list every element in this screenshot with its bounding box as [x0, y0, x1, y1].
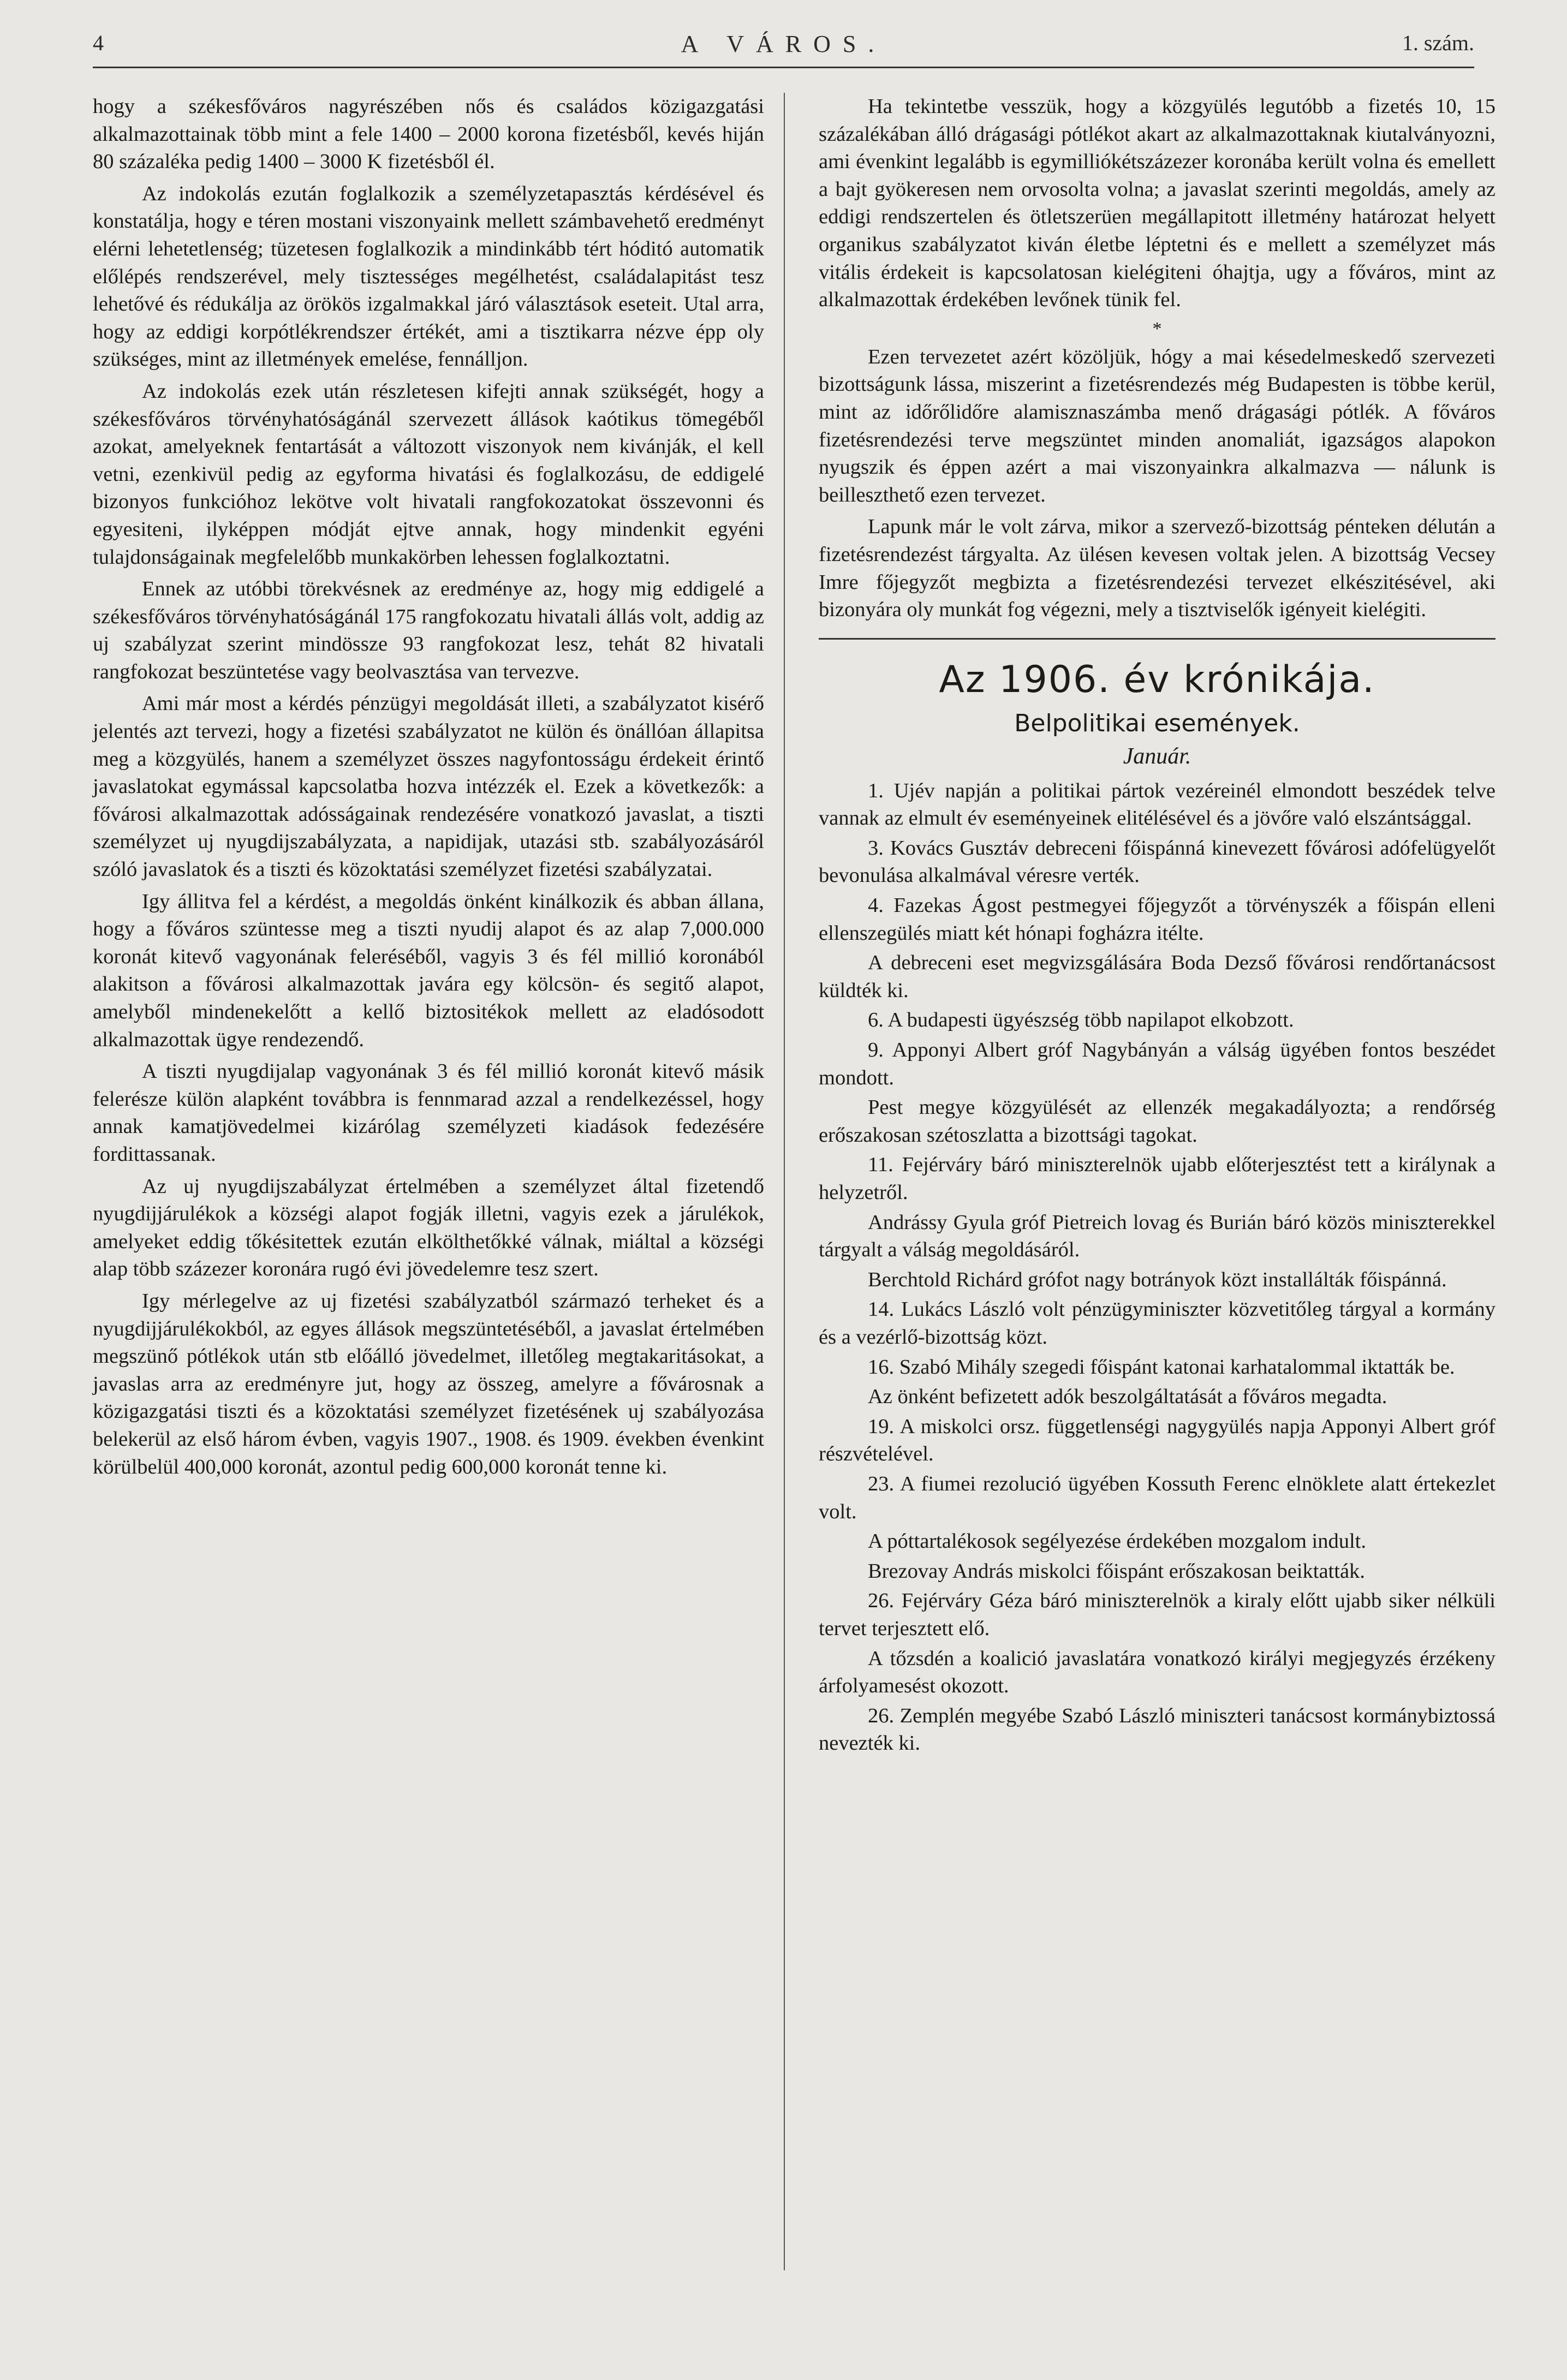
- chronicle-entry: 26. Fejérváry Géza báró miniszterelnök a kiraly előtt ujabb siker nélküli tervet terjesztett elő.: [819, 1589, 1495, 1640]
- chronicle-entry: A debreceni eset megvizsgálására Boda Dezső fővárosi rendőrtanácsost küldték ki.: [819, 951, 1495, 1002]
- article-paragraph: Az indokolás ezek után részletesen kifejti annak szükségét, hogy a székesfőváros törvényhatóságánál szervezett állások kaótikus tömegéből azokat, amelyeknek fentartását a változott viszonyok nem kivánják, el kell vetni, ezenkivül pedig az egyforma hivatási és foglalkozásu, de eddigelé bizonyos funkcióhoz lekötve volt hivatali rangfokozatokat összevonni és egyesiteni, ilyképpen módját ejtve annak, hogy mindenkit egyéni tulajdonságainak megfelelőbb munkakörben lehessen foglalkoztatni.: [93, 379, 764, 569]
- chronicle-entry: 4. Fazekas Ágost pestmegyei főjegyzőt a törvényszék a főispán elleni ellenszegülés miatt két hónapi fogházra itélte.: [819, 894, 1495, 945]
- chronicle-entry: Brezovay András miskolci főispánt erőszakosan beiktatták.: [868, 1559, 1365, 1583]
- left-column: [93, 93, 764, 1485]
- chronicle-entry: A póttartalékosok segélyezése érdekében mozgalom indult.: [868, 1530, 1367, 1553]
- chronicle-entry: 9. Apponyi Albert gróf Nagybányán a válság ügyében fontos beszédet mondott.: [819, 1039, 1495, 1089]
- chronicle-title: Az 1906. év krónikája.: [939, 658, 1375, 701]
- chronicle-entry: 23. A fiumei rezolució ügyében Kossuth Ferenc elnöklete alatt értekezlet volt.: [819, 1472, 1495, 1523]
- running-head: [93, 30, 1474, 63]
- chronicle-entry: 11. Fejérváry báró miniszterelnök ujabb előterjesztést tett a királynak a helyzetről.: [819, 1153, 1495, 1204]
- article-paragraph: hogy a székesfőváros nagyrészében nős és családos közigazgatási alkalmazottainak több mint a fele 1400 – 2000 korona fizetésből, kevés hiján 80 százaléka pedig 1400 – 3000 K fizetésből él.: [93, 95, 764, 174]
- article-paragraph: A tiszti nyugdijalap vagyonának 3 és fél millió koronát kitevő másik felerésze külön alapként továbbra is fennmarad azzal a rendelkezéssel, hogy annak kamatjövedelmei kizárólag személyzeti kiadások fedezésére fordittassanak.: [93, 1060, 764, 1166]
- chronicle-entry: Andrássy Gyula gróf Pietreich lovag és Burián báró közös miniszterekkel tárgyalt a válság megoldásáról.: [819, 1210, 1495, 1262]
- chronicle-entry: Az önként befizetett adók beszolgáltatását a főváros megadta.: [868, 1385, 1387, 1409]
- article-paragraph: Ezen tervezetet azért közöljük, hógy a mai késedelmeskedő szervezeti bizottságunk lássa, miszerint a fizetésrendezés még Budapesten is többe kerül, mint az időrőlidőre alamisznaszámba menő drágasági pótlék. A főváros fizetésrendezési terve megszüntet minden anomaliát, igazságos alapokon nyugszik és éppen azért a mai viszonyainkra alkalmazva — nálunk is beilleszthető ezen tervezet.: [819, 345, 1495, 506]
- right-column: [819, 93, 1495, 1759]
- chronicle-entry: 26. Zemplén megyébe Szabó László miniszteri tanácsost kormánybiztossá nevezték ki.: [819, 1704, 1495, 1755]
- article-paragraph: Ha tekintetbe vesszük, hogy a közgyülés legutóbb a fizetés 10, 15 százalékában álló drágasági pótlékot akart az alkalmazottaknak kiutalványozni, ami évenkint legalább is egymilliókétszázezer koronába került volna és emellett a bajt gyökeresen nem orvosolta volna; a javaslat szerinti megoldás, amely az eddigi rendszertelen és ötletszerüen megállapitott illetmény határozat helyett organikus szabályzatot kiván életbe léptetni és e mellett a személyzet más vitális érdekeit is kapcsolatosan kielégiteni óhajtja, ugy a főváros, mint az alkalmazottak érdekében levőnek tünik fel.: [819, 95, 1495, 312]
- article-paragraph: Igy mérlegelve az uj fizetési szabályzatból származó terheket és a nyugdijjárulékokból, az egyes állások megszüntetéséből, a javaslat értelmében megszünő pótlékok után stb előálló jövedelmet, illetőleg megtakaritásokat, a javaslas arra az eredményre jut, hogy az összeg, amelyre a fővárosnak a közigazgatási tiszti és a közoktatási személyzet fizetésének uj szabályozása belekerül az első három évben, vagyis 1907., 1908. és 1909. években évenkint körülbelül 400,000 koronát, azontul pedig 600,000 koronát tenne ki.: [93, 1289, 764, 1478]
- article-paragraph: Ennek az utóbbi törekvésnek az eredménye az, hogy mig eddigelé a székesfőváros törvényhatóságánál 175 rangfokozatu hivatali állás volt, addig az uj szabályzat szerint mindössze 93 rangfokozat lesz, tehát 82 hivatali rangfokozat beszüntetése vagy beolvasztása van tervezve.: [93, 577, 764, 683]
- issue-number: 1. szám.: [1402, 31, 1474, 55]
- chronicle-entry: 3. Kovács Gusztáv debreceni főispánná kinevezett fővárosi adófelügyelőt bevonulása alkalmával véresre verték.: [819, 836, 1495, 887]
- article-paragraph: Igy állitva fel a kérdést, a megoldás önként kinálkozik és abban állana, hogy a főváros szüntesse meg a tiszti nyudij alapot és az alap 7,000.000 koronát kitevő vagyonának feleréséből, vagyis 3 és fél millió koronából alakitson a fővárosi alkalmazottak javára egy kölcsön- és segitő alapot, amelyből mindenekelőtt a kellő biztositékok mellett az eladósodott alkalmazottak ügye rendezendő.: [93, 890, 764, 1051]
- article-paragraph: Ami már most a kérdés pénzügyi megoldását illeti, a szabályzatot kisérő jelentés azt tervezi, hogy a fizetési szabályzatot ne külön és önállóan állapitsa meg a közgyülés, hanem a személyzet összes nagyfontosságu érdekeit érintő javaslatokat egymással kapcsolatba hozva intézzék el. Ezek a következők: a fővárosi alkalmazottak adósságainak rendezésére vonatkozó javaslat, a tiszti személyzet uj nyugdijszabályzata, a napidijak, utazási stb. szabályozásáról szóló javaslatok és a tiszti és közoktatási személyzet fizetési szabályzatai.: [93, 692, 764, 881]
- chronicle-entry: 1. Ujév napján a politikai pártok vezéreinél elmondott beszédek telve vannak az elmult év eseményeinek elitélésével és a jövőre való elszántsággal.: [819, 779, 1495, 830]
- chronicle-entry: Berchtold Richárd grófot nagy botrányok közt installálták főispánná.: [868, 1268, 1447, 1291]
- chronicle-entry: Pest megye közgyülését az ellenzék megakadályozta; a rendőrség erőszakosan szétoszlatta a bizottsági tagokat.: [819, 1096, 1495, 1147]
- chronicle-entry: 14. Lukács László volt pénzügyminiszter közvetitőleg tárgyal a kormány és a vezérlő-bizottság közt.: [819, 1298, 1495, 1349]
- article-paragraph: Lapunk már le volt zárva, mikor a szervező-bizottság pénteken délután a fizetésrendezést tárgyalta. Az ülésen kevesen voltak jelen. A bizottság Vecsey Imre főjegyzőt megbizta a fizetésrendezési tervezet elkészitésével, aki bizonyára oly munkát fog végezni, mely a tisztviselők igényeit kielégiti.: [819, 515, 1495, 622]
- separator-star: *: [1152, 318, 1162, 339]
- chronicle-entry: 19. A miskolci orsz. függetlenségi nagygyülés napja Apponyi Albert gróf részvételével.: [819, 1415, 1495, 1466]
- page-number: 4: [93, 31, 104, 55]
- chronicle-entry: 16. Szabó Mihály szegedi főispánt katonai karhatalommal iktatták be.: [868, 1355, 1455, 1379]
- chronicle-entries: [819, 777, 1495, 1757]
- chronicle-subtitle: Belpolitikai események.: [1014, 709, 1300, 737]
- article-paragraph: Az uj nyugdijszabályzat értelmében a személyzet által fizetendő nyugdijjárulékok a községi alapot fogják illetni, vagyis ezek a járulékok, amelyeket eddig tőkésitettek ezután elkölthetőkké válnak, miáltal a községi alap több százezer koronára rugó évi jövedelemre tesz szert.: [93, 1174, 764, 1281]
- article-paragraph: Az indokolás ezután foglalkozik a személyzetapasztás kérdésével és konstatálja, hogy e téren mostani viszonyaink mellett számbavehető eredményt elérni lehetetlenség; tüzetesen foglalkozik a mindinkább tért hóditó automatik előlépés rendszerével, mely tisztességes megélhetést, családalapitást tesz lehetővé és rédukálja az örökös izgalmakkal járó választások eseteit. Utal arra, hogy az eddigi korpótlékrendszer értékét, ami a tisztikarra nézve épp oly szükséges, mint az illetmények emelése, fennálljon.: [93, 182, 764, 371]
- column-divider: [784, 93, 785, 2270]
- chronicle-entry: 6. A budapesti ügyészség több napilapot elkobzott.: [868, 1009, 1294, 1032]
- chronicle-entry: A tőzsdén a koalició javaslatára vonatkozó királyi megjegyzés érzékeny árfolyamesést okozott.: [819, 1647, 1495, 1698]
- header-rule: [93, 67, 1474, 68]
- newspaper-title: A VÁROS.: [681, 31, 886, 57]
- chronicle-month: Január.: [1123, 743, 1191, 769]
- section-rule: [819, 638, 1495, 640]
